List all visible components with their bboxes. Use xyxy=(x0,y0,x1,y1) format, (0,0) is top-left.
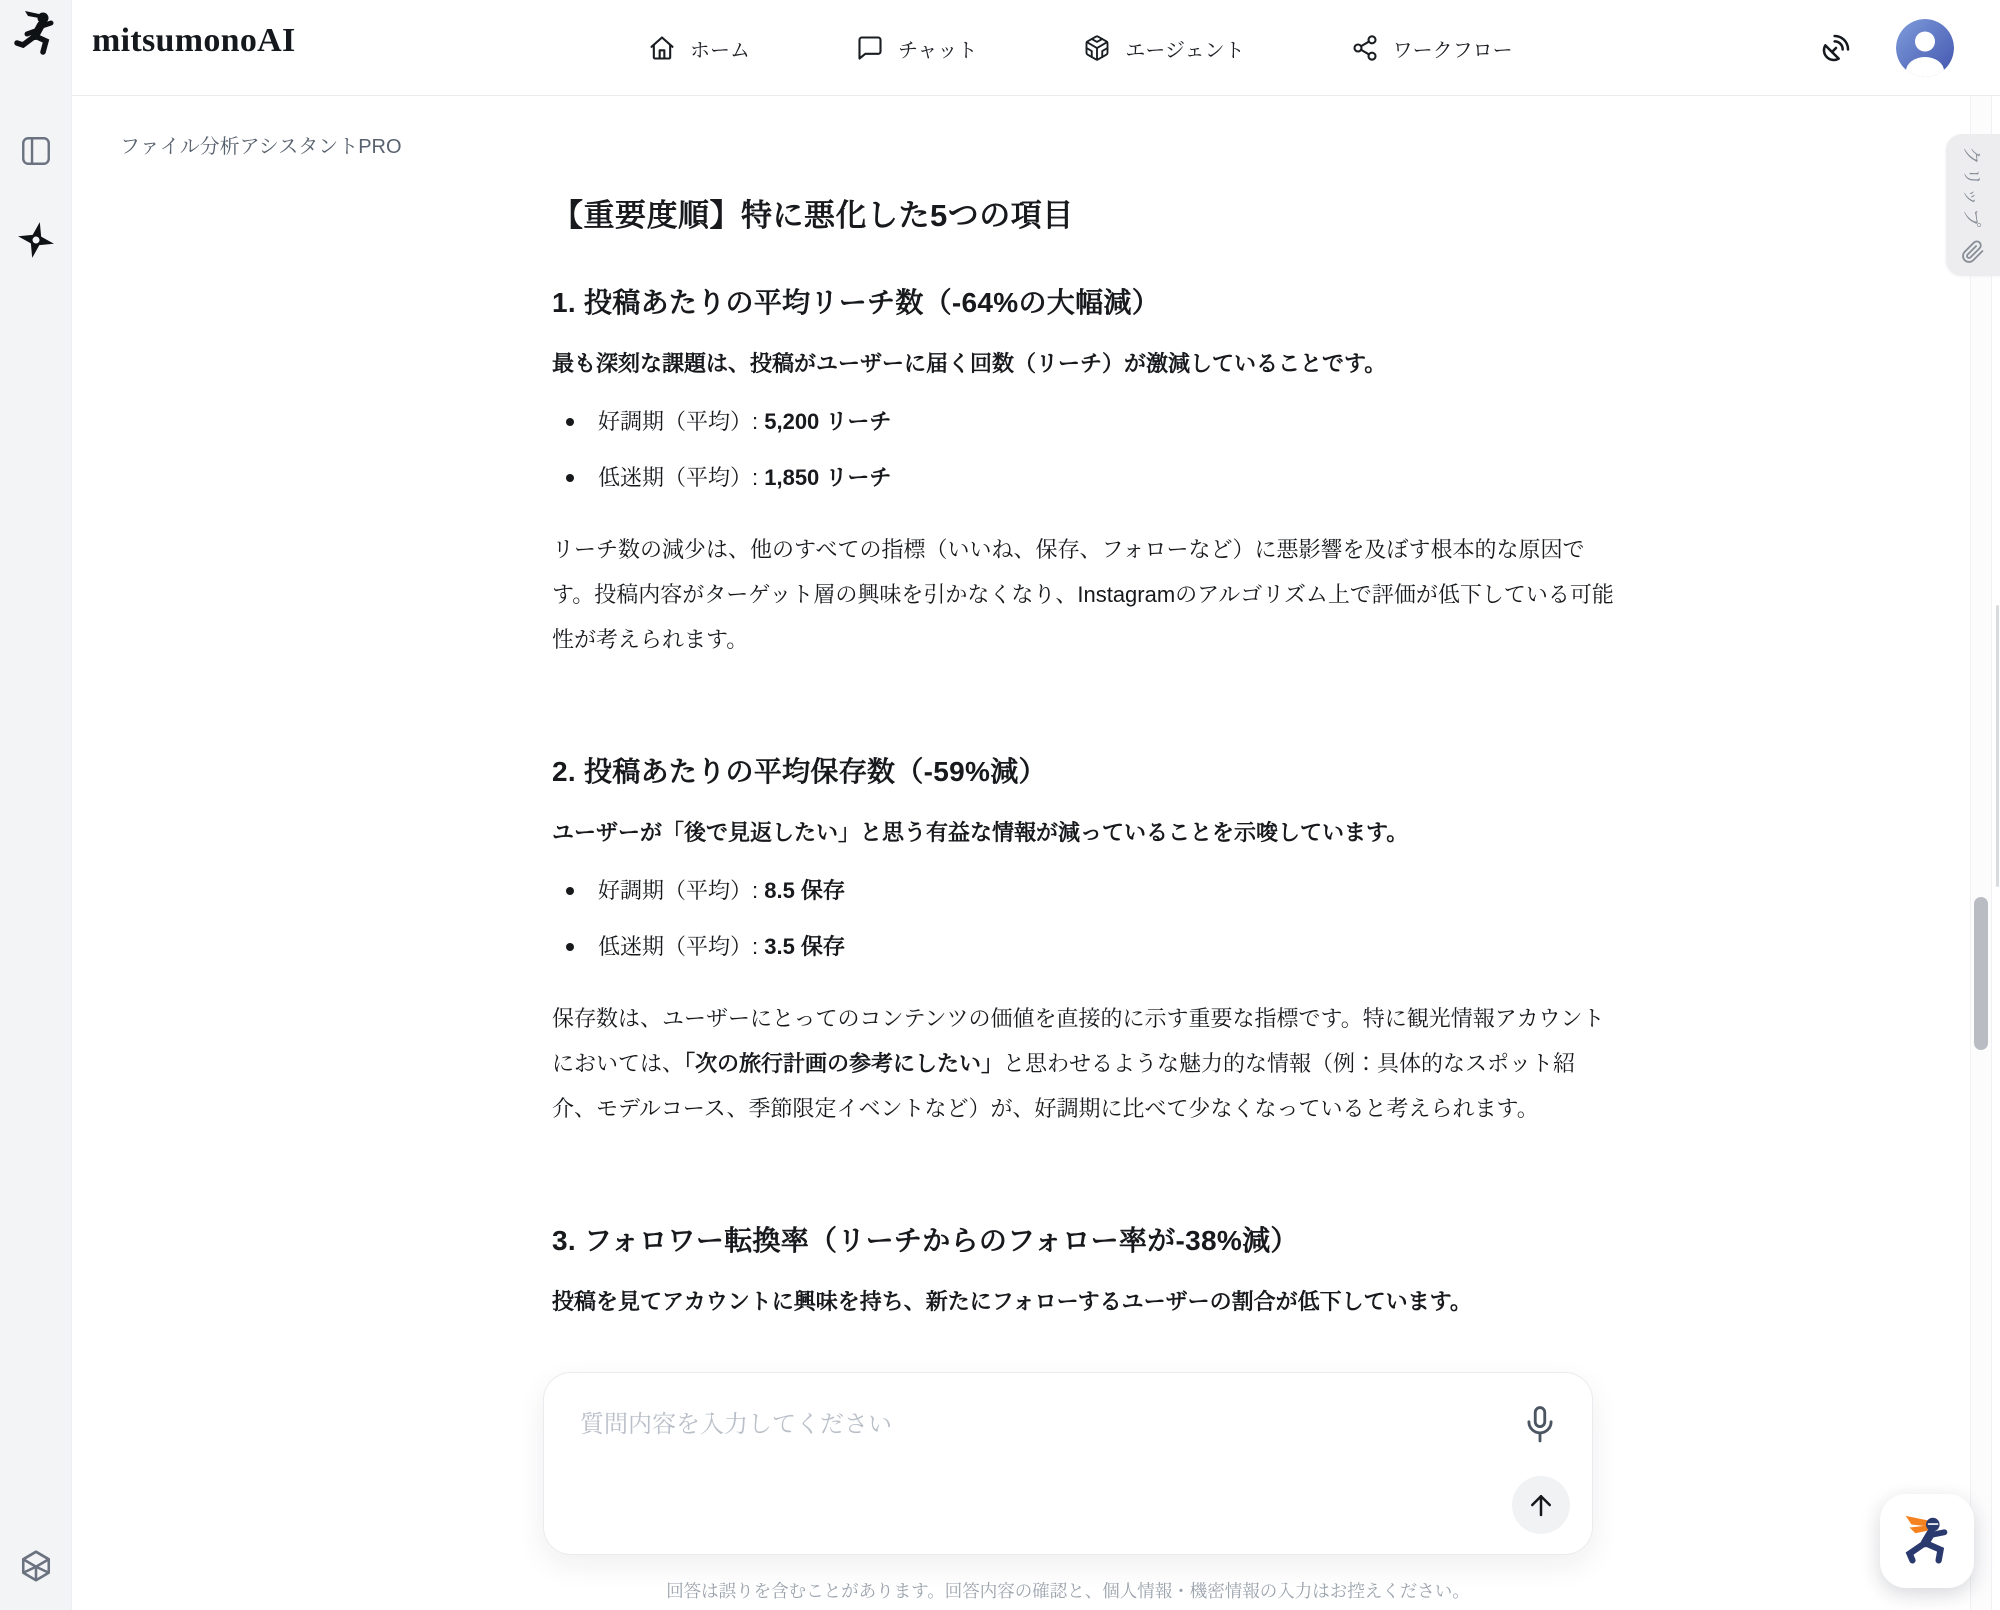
list-item: 好調期（平均）: 8.5 保存 xyxy=(552,876,1614,906)
clip-panel-tab[interactable] xyxy=(1946,134,2000,276)
shuriken-icon[interactable] xyxy=(0,220,72,260)
question-input[interactable] xyxy=(580,1405,1430,1445)
section-1-lead: 最も深刻な課題は、投稿がユーザーに届く回数（リーチ）が激減していることです。 xyxy=(552,351,1387,376)
clip-tab-label: クリップ xyxy=(1960,146,1982,230)
panel-toggle-icon[interactable] xyxy=(0,134,72,168)
section-2-title: 2. 投稿あたりの平均保存数（-59%減） xyxy=(552,756,1047,787)
section-1-body: リーチ数の減少は、他のすべての指標（いいね、保存、フォローなど）に悪影響を及ぼす根本的な原因です。投稿内容がターゲット層の興味を引かなくなり、Instagramのアルゴリズム上で評価が低下している可能性が考えられます。 xyxy=(552,537,1614,652)
ninja-logo-icon[interactable] xyxy=(0,8,72,60)
message-heading: 【重要度順】特に悪化した5つの項目 xyxy=(552,198,1074,233)
ninja-mascot-icon xyxy=(1896,1510,1958,1572)
agent-box-icon xyxy=(1083,34,1111,62)
scrollbar-track xyxy=(1970,96,1992,1610)
paperclip-icon xyxy=(1961,240,1985,264)
nav-agent-label: エージェント xyxy=(1125,39,1245,62)
mascot-chat-button[interactable] xyxy=(1880,1494,1974,1588)
satellite-dish-icon[interactable] xyxy=(1820,32,1852,64)
user-avatar[interactable] xyxy=(1896,19,1954,77)
scrollbar-thumb[interactable] xyxy=(1974,897,1988,1050)
section-3-lead: 投稿を見てアカウントに興味を持ち、新たにフォローするユーザーの割合が低下しています。 xyxy=(552,1289,1472,1314)
chat-icon xyxy=(856,34,884,62)
send-arrow-up-icon xyxy=(1526,1490,1556,1520)
nav-agent[interactable] xyxy=(1083,34,1244,63)
workflow-share-icon xyxy=(1351,34,1379,62)
section-3-title: 3. フォロワー転換率（リーチからのフォロー率が-38%減） xyxy=(552,1225,1299,1256)
section-2-bullets xyxy=(552,876,1614,962)
microphone-button[interactable] xyxy=(1516,1399,1564,1451)
home-icon xyxy=(648,34,676,62)
section-2-body: 保存数は、ユーザーにとってのコンテンツの価値を直接的に示す重要な指標です。特に観光情報アカウントにおいては、「次の旅行計画の参考にしたい」と思わせるような魅力的な情報（例：具体的なスポット紹介、モデルコース、季節限定イベントなど）が、好調期に比べて少なくなっていると考えられます。 xyxy=(552,1006,1605,1121)
header-right xyxy=(1820,0,1954,96)
composer xyxy=(543,1372,1593,1555)
list-item: 低迷期（平均）: 1,850 リーチ xyxy=(552,463,1614,493)
nav-workflow-label: ワークフロー xyxy=(1392,39,1513,62)
app-logo-text[interactable]: mitsumonoAI xyxy=(92,22,296,59)
top-header xyxy=(72,0,2000,96)
main-nav xyxy=(648,0,1513,96)
window-scrollbar-thumb[interactable] xyxy=(1996,605,1999,887)
disclaimer-text: 回答は誤りを含むことがあります。回答内容の確認と、個人情報・機密情報の入力はお控えください。 xyxy=(666,1581,1470,1601)
list-item: 好調期（平均）: 5,200 リーチ xyxy=(552,407,1614,437)
section-2-lead: ユーザーが「後で見返したい」と思う有益な情報が減っていることを示唆しています。 xyxy=(552,820,1409,845)
assistant-message xyxy=(552,176,1614,1319)
breadcrumb: ファイル分析アシスタントPRO xyxy=(120,136,402,158)
nav-chat[interactable] xyxy=(856,34,977,63)
cube-icon[interactable] xyxy=(0,1548,72,1584)
nav-workflow[interactable] xyxy=(1351,34,1513,63)
nav-chat-label: チャット xyxy=(898,39,978,62)
section-1-title: 1. 投稿あたりの平均リーチ数（-64%の大幅減） xyxy=(552,287,1160,318)
send-button[interactable] xyxy=(1512,1476,1570,1534)
nav-home-label: ホーム xyxy=(690,39,750,62)
section-1-bullets xyxy=(552,407,1614,493)
nav-home[interactable] xyxy=(648,34,750,63)
left-sidebar xyxy=(0,0,72,1610)
list-item: 低迷期（平均）: 3.5 保存 xyxy=(552,932,1614,962)
